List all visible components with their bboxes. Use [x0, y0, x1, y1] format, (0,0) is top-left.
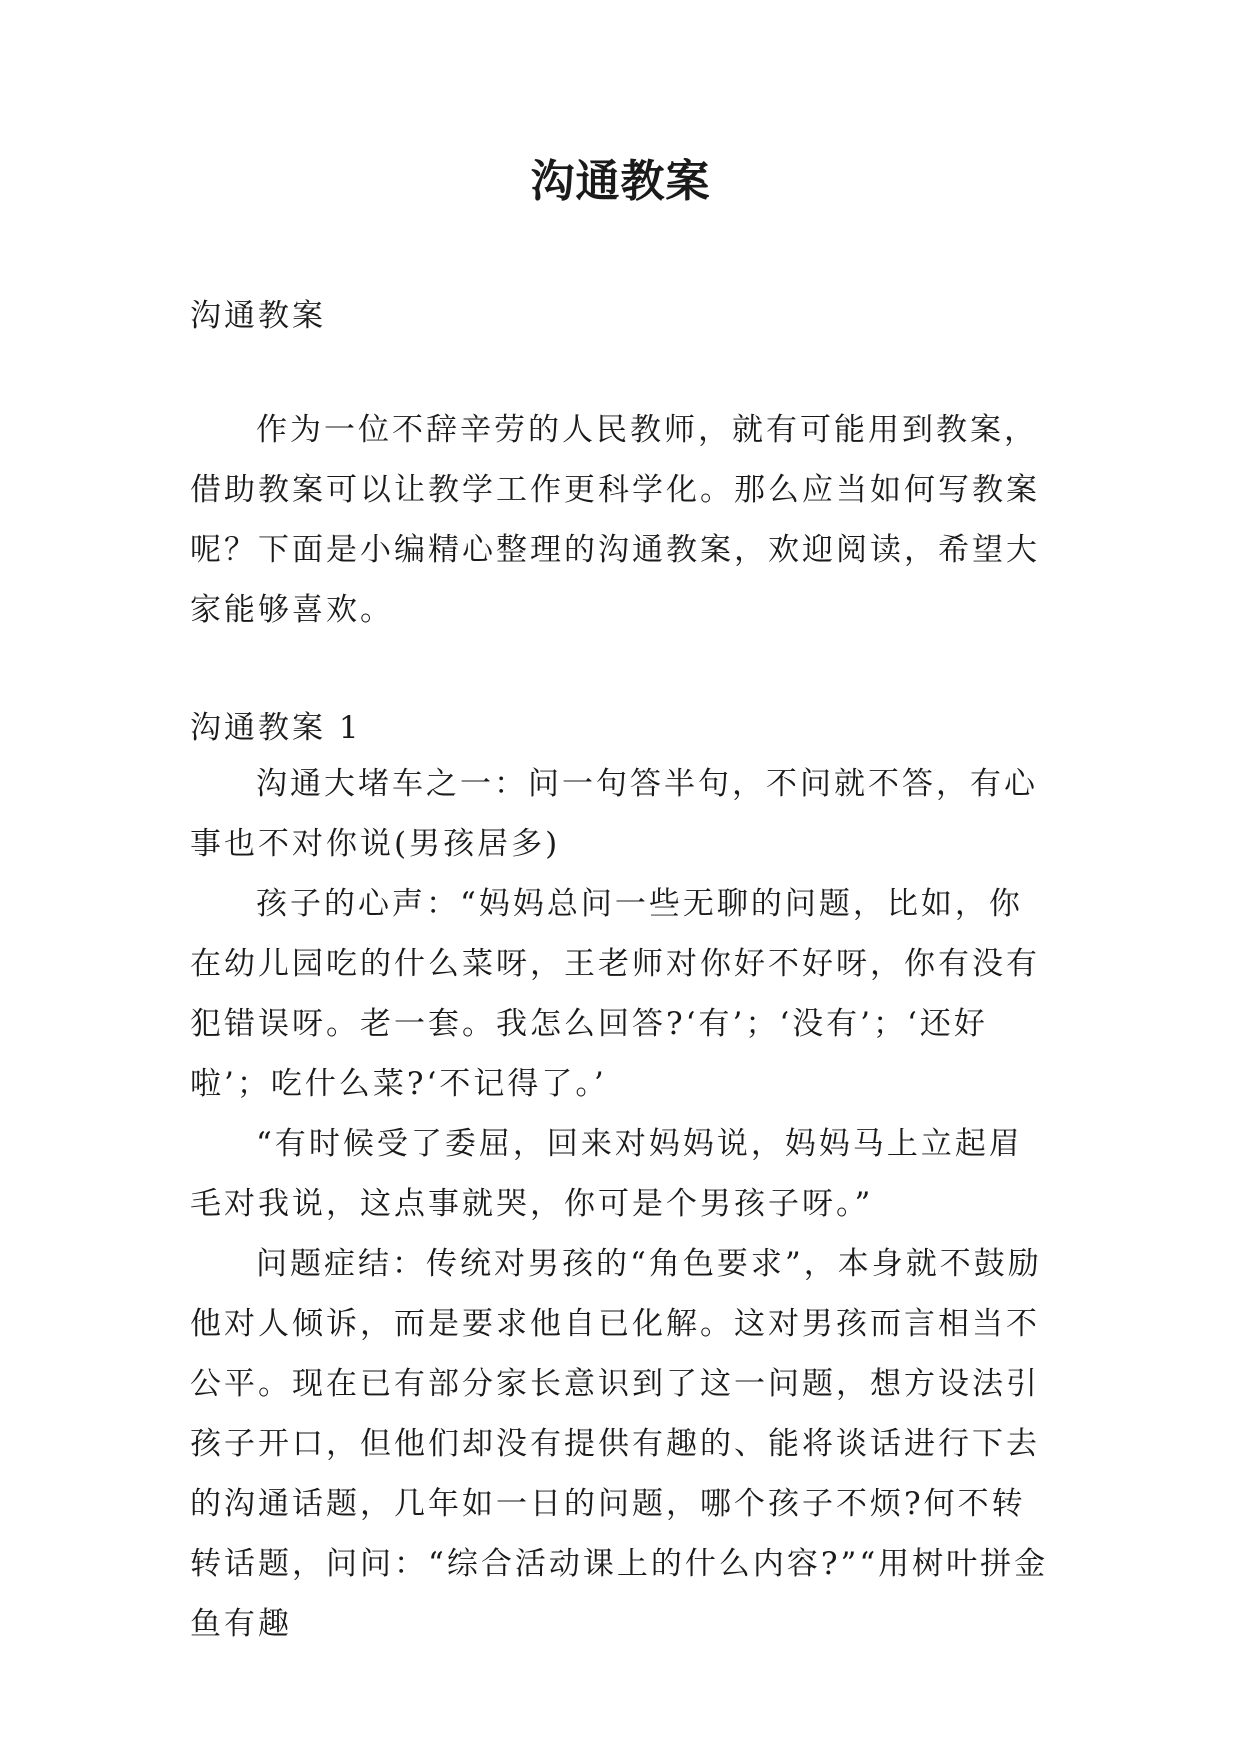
document-subtitle: 沟通教案 [190, 298, 326, 334]
paragraph-4: 问题症结：传统对男孩的“角色要求”，本身就不鼓励他对人倾诉，而是要求他自已化解。这对男孩而言相当不公平。现在已有部分家长意识到了这一问题，想方设法引孩子开口，但他们却没有提供有趣的、能将谈话进行下去的沟通话题，几年如一日的问题，哪个孩子不烦?何不转转话题，问问：“综合活动课上的什么内容?”“用树叶拼金鱼有趣 [190, 1246, 1049, 1642]
paragraph-3: “有时候受了委屈，回来对妈妈说，妈妈马上立起眉毛对我说，这点事就哭，你可是个男孩子呀。” [190, 1126, 1023, 1222]
paragraph-1: 沟通大堵车之一：问一句答半句，不问就不答，有心事也不对你说(男孩居多) [190, 766, 1038, 862]
section-content [190, 754, 1052, 1654]
intro-paragraph: 作为一位不辞辛劳的人民教师，就有可能用到教案，借助教案可以让教学工作更科学化。那么应当如何写教案呢？下面是小编精心整理的沟通教案，欢迎阅读，希望大家能够喜欢。 [190, 412, 1040, 628]
document-title: 沟通教案 [530, 156, 711, 207]
section-title: 沟通教案 1 [190, 710, 362, 746]
paragraph-2: 孩子的心声：“妈妈总问一些无聊的问题，比如，你在幼儿园吃的什么菜呀，王老师对你好不好呀，你有没有犯错误呀。老一套。我怎么回答?‘有’；‘没有’；‘还好啦’；吃什么菜?‘不记得了。’ [190, 886, 1040, 1102]
